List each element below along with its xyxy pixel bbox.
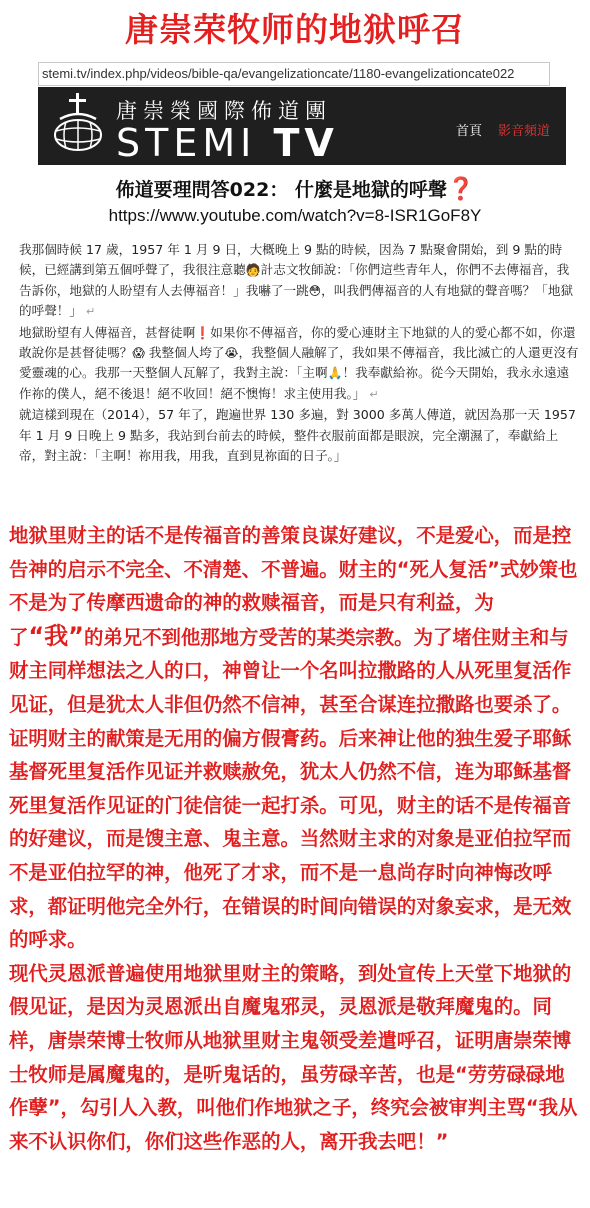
emphasis-wo: “我” — [28, 621, 84, 650]
question-mark-icon: ❓ — [446, 177, 475, 202]
brand-tv: TV — [273, 121, 339, 165]
youtube-url[interactable]: https://www.youtube.com/watch?v=8-ISR1GoF8Y — [108, 206, 482, 225]
quote-paragraph: 就這樣到現在（2014），57 年了，跑遍世界 130 多遍，對 3000 多萬人傳道，就因為那一天 1957 年 1 月 9 日晚上 9 點多，我站到台前去的時候，整件衣服前面都是眼淚，完全潮濕了，奉獻給上帝，對主說：「主啊！祢用我，用我，直到見祢面的日子。」 — [19, 407, 576, 464]
quote-paragraph: 我那個時候 17 歲，1957 年 1 月 9 日，大概晚上 9 點的時候，因為 7 點聚會開始，到 9 點的時候，已經講到第五個呼聲了，我很注意聽🧑計志文牧師說：「你們這些青年人，你們不去傳福音，我告訴你，地獄的人盼望有人去傳福音！」我嚇了一跳😳，叫我們傳福音的人有地獄的聲音嗎？「地獄的呼聲！」 ↵ — [19, 242, 574, 319]
return-mark-icon: ↵ — [369, 387, 379, 401]
subtitle-text: 佈道要理問答022： 什麼是地獄的呼聲 — [115, 179, 447, 201]
org-name-cn: 唐崇榮國際佈道團 — [116, 99, 332, 123]
commentary-paragraph: 地狱里财主的话不是传福音的善策良谋好建议，不是爱心，而是控告神的启示不完全、不清楚、不普遍。财主的“死人复活”式妙策也不是为了传摩西遗命的神的救赎福音，而是只有利益，为了“我”的弟兄不到他那地方受苦的某类宗教。为了堵住财主和与财主同样想法之人的口，神曾让一个名叫拉撒路的人从死里复活作见证，但是犹太人非但仍然不信神，甚至合谋连拉撒路也要杀了。证明财主的献策是无用的偏方假膏药。后来神让他的独生爱子耶稣基督死里复活作见证并救赎赦免，犹太人仍然不信，连为耶稣基督死里复活作见证的门徒信徒一起打杀。可见，财主的话不是传福音的好建议，而是馊主意、鬼主意。当然财主求的对象是亚伯拉罕而不是亚伯拉罕的神，他死了才求，而不是一息尚存时向神悔改呼求，都证明他完全外行，在错误的时间向错误的对象妄求，是无效的呼求。 — [9, 524, 578, 952]
commentary — [9, 519, 583, 1158]
stemi-logo-icon — [50, 91, 106, 157]
url-bar: stemi.tv/index.php/videos/bible-qa/evangelizationcate/1180-evangelizationcate022 — [38, 62, 550, 86]
nav-home-link[interactable]: 首頁 — [456, 124, 483, 139]
commentary-paragraph: 现代灵恩派普遍使用地狱里财主的策略，到处宣传上天堂下地狱的假见证，是因为灵恩派出自魔鬼邪灵，灵恩派是敬拜魔鬼的。同样，唐崇荣博士牧师从地狱里财主鬼领受差遣呼召，证明唐崇荣博士牧师是属魔鬼的，是听鬼话的，虽劳碌辛苦，也是“劳劳碌碌地作孽”，勾引人入教，叫他们作地狱之子，终究会被审判主骂“我从来不认识你们，你们这些作恶的人，离开我去吧！” — [9, 961, 578, 1153]
screaming-face-icon: 😱 — [132, 346, 145, 361]
return-mark-icon: ↵ — [85, 305, 96, 319]
quote-paragraph: 地獄盼望有人傳福音，甚督徒啊❗如果你不傳福音，你的愛心連財主下地獄的人的愛心都不如，你還敢說你是甚督徒嗎？😱 我整個人垮了😭，我整個人融解了，我如果不傳福音，我比滅亡的人還更沒有愛靈魂的心。我那一天整個人瓦解了，我對主說：「主啊🙏！我奉獻給祢。從今天開始，我永永遠遠作祢的僕人，絕不後退！絕不收回！絕不懊悔！求主使用我。」 ↵ — [19, 324, 579, 401]
brand-stemi: STEMI — [116, 121, 257, 165]
stemi-banner — [38, 87, 566, 165]
crying-face-icon: 😭 — [224, 346, 239, 361]
sermon-quote — [19, 240, 579, 466]
shocked-face-icon: 😳 — [308, 283, 322, 298]
praying-hands-icon: 🙏 — [327, 366, 343, 381]
exclamation-icon: ❗ — [195, 325, 211, 340]
page-title: 唐崇荣牧师的地狱呼召 — [125, 10, 465, 49]
brand-logotype — [116, 121, 339, 165]
nav-video-link[interactable]: 影音頻道 — [498, 124, 551, 139]
video-subtitle — [0, 175, 590, 202]
person-icon: 🧑 — [245, 263, 261, 278]
